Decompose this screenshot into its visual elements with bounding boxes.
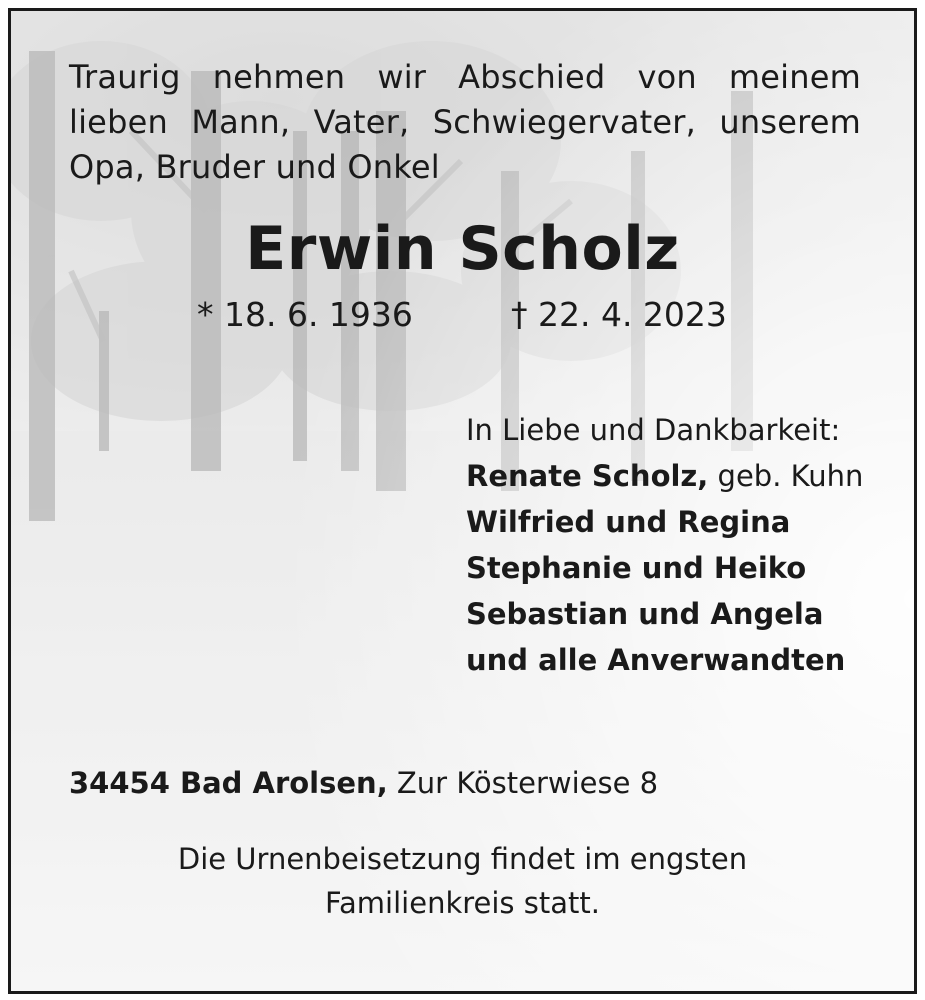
- burial-note: [11, 837, 914, 925]
- note-line: Familienkreis statt.: [325, 886, 600, 920]
- family-signoff: [466, 407, 863, 683]
- deceased-name: Erwin Scholz: [245, 214, 680, 284]
- signoff-first-maiden: geb. Kuhn: [708, 459, 864, 493]
- signoff-line: Wilfried und Regina: [466, 505, 791, 539]
- signoff-heading: In Liebe und Dankbarkeit:: [466, 413, 841, 447]
- signoff-line: Stephanie und Heiko: [466, 551, 807, 585]
- address: [69, 763, 658, 803]
- signoff-first-line: [466, 453, 863, 499]
- signoff-line: Sebastian und Angela: [466, 597, 824, 631]
- address-city: 34454 Bad Arolsen,: [69, 766, 388, 800]
- intro-text: Traurig nehmen wir Abschied von meinem lieben Mann, Vater, Schwiegervater, unserem Opa, Bruder und Onkel: [69, 58, 861, 186]
- signoff-line: und alle Anverwandten: [466, 643, 846, 677]
- death-date: † 22. 4. 2023: [511, 295, 727, 334]
- obituary-frame: [8, 8, 917, 994]
- birth-date: * 18. 6. 1936: [197, 295, 413, 334]
- note-line: Die Urnenbeisetzung findet im engsten: [177, 842, 748, 876]
- address-street: Zur Kösterwiese 8: [387, 766, 659, 800]
- signoff-first-name: Renate Scholz,: [466, 459, 709, 493]
